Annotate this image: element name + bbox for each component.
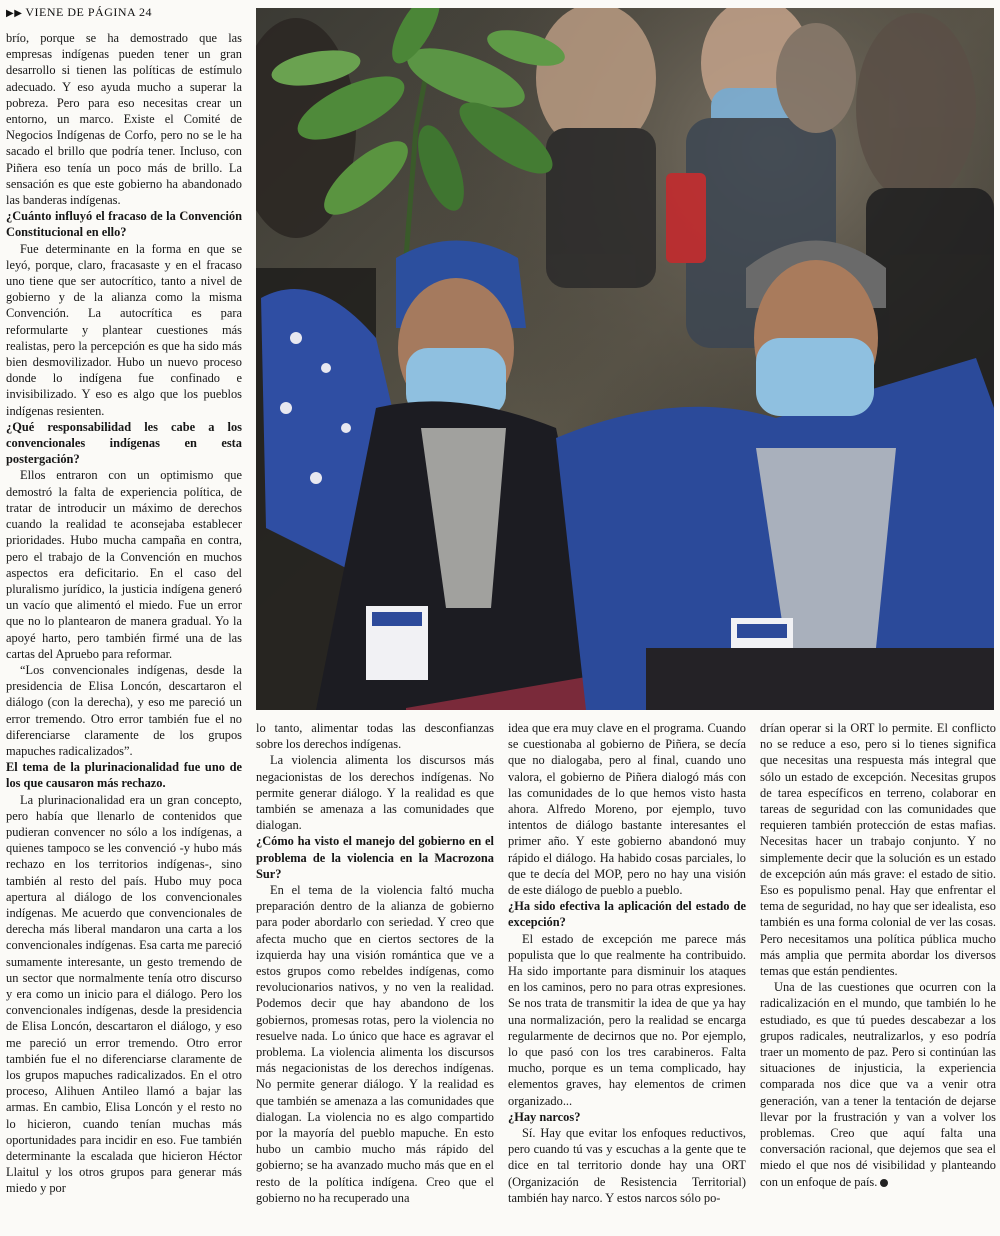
interview-question xyxy=(256,833,494,882)
paragraph xyxy=(508,931,746,1109)
paragraph-text: La violencia alimenta los discursos más negacionistas de los derechos indígenas. No permite generar diálogo. Y la realidad es que también se amenaza a las comunidades que dialogan. xyxy=(256,753,494,833)
paragraph xyxy=(6,241,242,419)
article-column-3 xyxy=(508,720,746,1232)
paragraph xyxy=(6,30,242,208)
end-of-article-icon xyxy=(880,1179,888,1187)
article-column-1 xyxy=(6,30,242,1230)
paragraph xyxy=(6,792,242,1197)
article-column-2 xyxy=(256,720,494,1232)
paragraph-text: El estado de excepción me parece más populista que lo que realmente ha contribuido. Ha sido importante para disminuir los ataques en los caminos, pero no para otras expresiones. Se nos trata de transmitir la idea de que ya hay una normalización, pero la realidad se encarga regularmente de decirnos que no. Por ejemplo, lo que pasó con los tres carabineros. Falta mucho, porque es un tema complicado, hay elementos graves, hay elementos de crimen organizado... xyxy=(508,931,746,1108)
paragraph xyxy=(256,882,494,1206)
page-kicker xyxy=(6,5,152,20)
paragraph xyxy=(508,1125,746,1206)
question-text: ¿Ha sido efectiva la aplicación del estado de excepción? xyxy=(508,899,746,930)
paragraph-text: La plurinacionalidad era un gran concepto, pero había que llenarlo de contenidos que pudieran convencer no sólo a los indígenas, a quienes tampoco se les convenció -y hubo más rechazo en los territorios indígenas-, sino también al resto del país. Hubo muy poca apertura al diálogo de los convencionales indígenas. Me acuerdo que convencionales de derecha más liberal mandaron una carta a los convencionales indígenas. Esa carta me pareció sumamente interesante, un gesto tremendo de un sector que normalmente tenía otro discurso y era como un inicio para el diálogo. Pero los convencionales indígenas, desde la presidencia de Elisa Loncón, descartaron el diálogo, y eso me pareció un error tremendo. Otro error también fue el no diferenciarse claramente de los grupos mapuches radicalizados. En el otro proceso, Alihuen Antileo llamó a bajar las armas. En cambio, Elisa Loncón y el resto no lo hicieron, cuando tenían muchas más oportunidades para incidir en eso. Fue también determinante la escalada que hicieron Héctor Llaitul y los otros grupos para generar más miedo y por xyxy=(6,792,242,1196)
question-text: ¿Cuánto influyó el fracaso de la Convención Constitucional en ello? xyxy=(6,209,242,240)
question-text: ¿Qué responsabilidad les cabe a los convencionales indígenas en esta postergación? xyxy=(6,419,242,467)
paragraph xyxy=(6,467,242,661)
red-phone xyxy=(666,173,706,263)
article-column-4 xyxy=(760,720,996,1232)
paragraph-text: Una de las cuestiones que ocurren con la radicalización en el mundo, que también lo he estudiado, es que tú puedes descabezar a los grupos radicales, neutralizarlos, y eso podría traer un momento de paz. Pero si continúan las situaciones de injusticia, la experiencia comparada nos dice que va a venir otra generación, van a tener la tentación de dejarse llevar por la frustración y van a volver los problemas. Creo que aquí falta una conversación racional, que dejemos que sea el miedo el que nos dé visibilidad y planteando con un enfoque de país. xyxy=(760,980,996,1189)
article-photo xyxy=(256,8,994,710)
face-mask-right xyxy=(756,338,874,416)
paragraph xyxy=(508,720,746,898)
question-text: ¿Cómo ha visto el manejo del gobierno en el problema de la violencia en la Macrozona Sur? xyxy=(256,834,494,881)
paragraph xyxy=(256,720,494,752)
interview-question xyxy=(6,419,242,468)
interview-question xyxy=(508,898,746,930)
interview-question xyxy=(6,208,242,240)
paragraph-text: En el tema de la violencia faltó mucha preparación dentro de la alianza de gobierno para poder abordarlo con seriedad. Y creo que afecta mucho que en ciertos sectores de la izquierda hay una visión romántica que ve a estos grupos como rebeldes indígenas, como revolucionarios nativos, y no ven la realidad. Podemos decir que hay abandono de los gobiernos, promesas rotas, pero la violencia no resuelve nada. Lo único que hace es agravar el problema. La violencia alimenta los discursos más negacionistas de los derechos indígenas. No permite generar diálogo. Y la realidad es que también se amenaza a las comunidades que dialogan. La violencia no es algo compartido por la mayoría del pueblo mapuche. En esto hubo un cambio mucho más rápido del gobierno; se ha avanzado mucho más que en el resto de la política indígena. Creo que el gobierno no ha recuperado una xyxy=(256,883,494,1205)
paragraph-text: Ellos entraron con un optimismo que demostró la falta de experiencia política, de tratar de introducir un máximo de derechos cuando la realidad te aconsejaba establecer prioridades. Hubo mucha campaña en contra, pero el trabajo de la Convención en muchos aspectos era deficitario. En el caso del pluralismo jurídico, la justicia indígena generó un vacío que alimentó el miedo. Fue un error que no lo plantearon de manera gradual. Yo la apoyé harto, pero también firmé una de las cartas del Apruebo para reformar. xyxy=(6,468,242,661)
paragraph-text: “Los convencionales indígenas, desde la presidencia de Elisa Loncón, descartaron el diálogo (con la derecha), y eso me pareció un error tremendo. Otro error también fue el no diferenciarse claramente de los grupos mapuches radicalizados”. xyxy=(6,662,242,758)
photo-illustration xyxy=(256,8,994,710)
paragraph-text: brío, porque se ha demostrado que las empresas indígenas pueden tener un gran desarrollo si tienen las políticas de estímulo adecuado. Y eso ayuda mucho a superar la pobreza. Pero para eso necesitas crear un entorno, un marco. Existe el Comité de Negocios Indígenas de Corfo, pero no se le ha sacado el brillo que podría tener. Incluso, con Piñera eso tenía un poco más de brillo. La sensación es que este gobierno ha abandonado las banderas indígenas. xyxy=(6,31,242,208)
question-text: El tema de la plurinacionalidad fue uno de los que causaron más rechazo. xyxy=(6,760,242,791)
paragraph-text: Sí. Hay que evitar los enfoques reductivos, pero cuando tú vas y escuchas a la gente que te dice en tal territorio donde hay una ORT (Organización de Resistencia Territorial) también hay narco. Y estos narcos sólo po- xyxy=(508,1126,746,1205)
kicker-text: VIENE DE PÁGINA 24 xyxy=(25,5,153,19)
paragraph-text: drían operar si la ORT lo permite. El conflicto no se reduce a eso, pero si lo tienes significa que necesitas una respuesta más integral que sólo un estado de excepción. Necesitas grupos de tarea específicos en terreno, colaborar en tareas de seguridad con las comunidades que requieren también protección de estas mafias. Necesitas hacer un trabajo conjunto. Y no simplemente decir que la solución es un estado de excepción aún más grave: el estado de sitio. Eso es populismo penal. Hay que enfrentar el tema de seguridad, no hay que ser idealista, eso también es una forma colonial de ver las cosas. Pero necesitamos una política pública mucho más amplia que permita abordar los diversos temas que están pendientes. xyxy=(760,721,996,979)
paragraph-text: Fue determinante en la forma en que se leyó, porque, claro, fracasaste y en el fracaso uno tiene que ser autocrítico, tanto a nivel de gobierno y de la alianza como la misma Convención. La autocrítica es para reformularte y plantear cuestiones más realistas, pero la percepción es que ha sido más bien desmovilizador. Hubo un nuevo proceso donde lo indígena fue confinado e invisibilizado. Y eso es algo que los pueblos indígenas resienten. xyxy=(6,241,242,418)
paragraph-text: lo tanto, alimentar todas las desconfianzas sobre los derechos indígenas. xyxy=(256,721,494,752)
paragraph-text: idea que era muy clave en el programa. Cuando se cuestionaba al gobierno de Piñera, se decía que no dialogaba, pero al final, cuando uno valora, el gobierno de Piñera dialogó más con las comunidades de lo que hemos visto hasta ahora. Alfredo Moreno, por ejemplo, tuvo intentos de diálogo bastante interesantes el primer año. Y este gobierno abandonó muy rápido el diálogo. Ha habido cosas parciales, lo que te decía del MOP, pero no hay una visión de este diálogo de pueblo a pueblo. xyxy=(508,721,746,898)
paragraph xyxy=(760,979,996,1190)
interview-question xyxy=(6,759,242,791)
kicker-arrows-icon: ▶▶ xyxy=(6,8,23,19)
question-text: ¿Hay narcos? xyxy=(508,1109,581,1124)
interview-question xyxy=(508,1109,746,1125)
paragraph xyxy=(256,752,494,833)
paragraph xyxy=(760,720,996,979)
paragraph xyxy=(6,662,242,759)
